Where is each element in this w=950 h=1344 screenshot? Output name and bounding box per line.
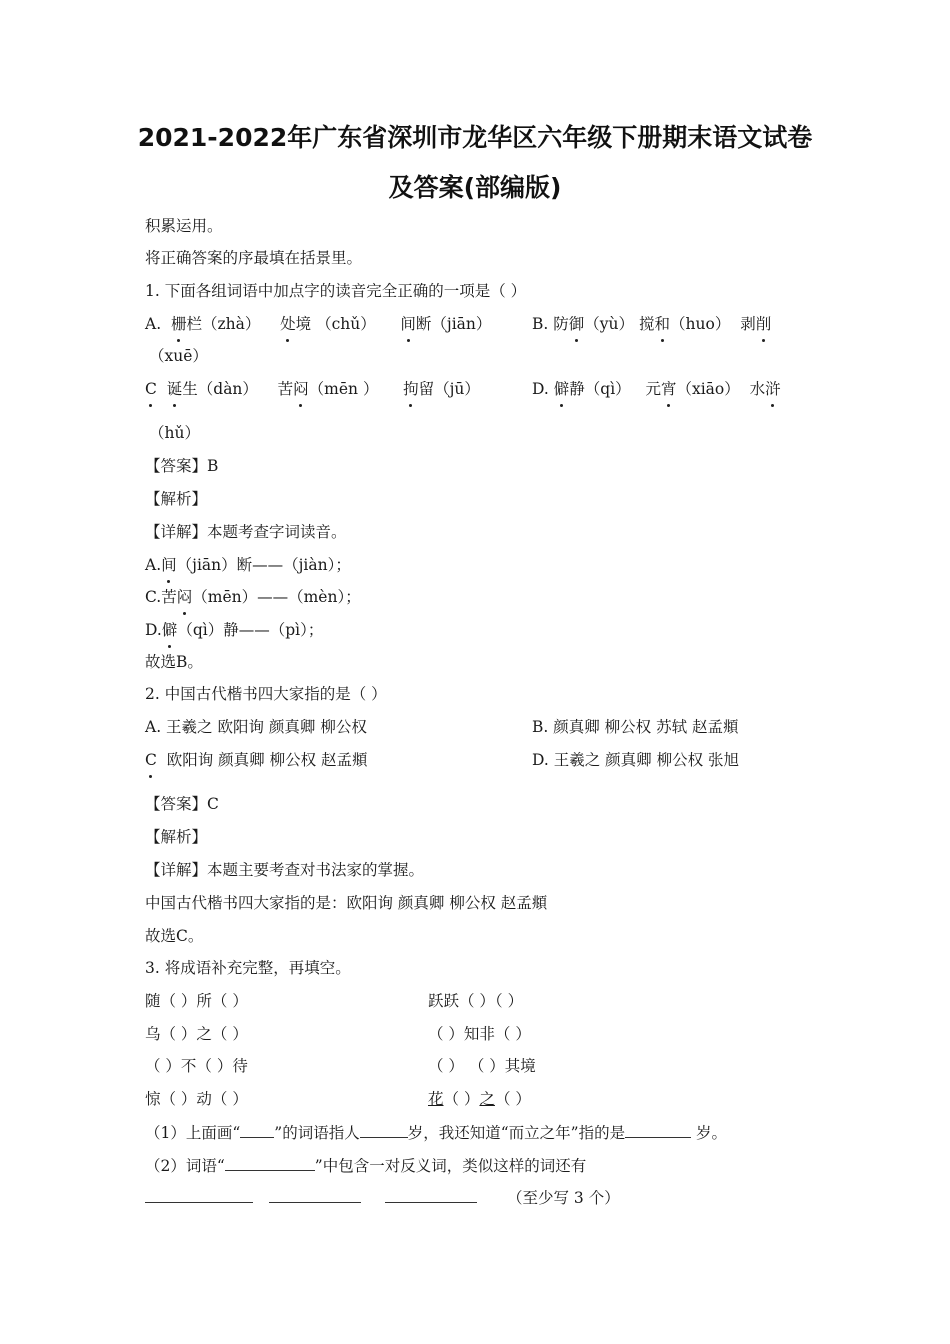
instruction: 将正确答案的序最填在括景里。 [145, 249, 363, 267]
answer-blank[interactable] [269, 1187, 361, 1203]
q1-note: D.僻（qì）静——（pì）； [145, 621, 324, 639]
idiom-blank[interactable]: （ ） （ ）其境 [428, 1057, 536, 1075]
q2-analysis: 【解析】 [145, 828, 208, 846]
q1-detail: 【详解】本题考查字词读音。 [145, 523, 347, 541]
q1-option-d: D. 僻静（qì） 元宵（xiāo） 水浒 [532, 380, 781, 398]
q2-explanation: 中国古代楷书四大家指的是：欧阳询 颜真卿 柳公权 赵孟頫 [145, 894, 548, 912]
section-heading: 积累运用。 [145, 217, 223, 235]
answer-blank[interactable] [225, 1155, 315, 1171]
answer-blank[interactable] [360, 1122, 408, 1138]
q3-subquestion-1: （1）上面画“ ”的词语指人 岁，我还知道“而立之年”指的是 岁。 [145, 1124, 728, 1142]
q1-option-b: B. 防御（yù） 搅和（huo） 剥削 [532, 315, 772, 333]
q1-note: A.间（jiān）断——（jiàn）； [145, 556, 351, 574]
q2-option-c: C 欧阳询 颜真卿 柳公权 赵孟頫 [145, 751, 368, 769]
q1-conclusion: 故选B。 [145, 653, 203, 671]
question-3-stem: 3. 将成语补充完整，再填空。 [145, 959, 351, 977]
q2-option-d: D. 王羲之 颜真卿 柳公权 张旭 [532, 751, 740, 769]
answer-blank[interactable] [240, 1122, 274, 1138]
question-1-stem: 1. 下面各组词语中加点字的读音完全正确的一项是（ ） [145, 282, 527, 300]
q1-option-b-continued: （xuē） [149, 347, 208, 365]
answer-blank[interactable] [145, 1187, 253, 1203]
document-subtitle: 及答案(部编版) [388, 173, 562, 202]
idiom-blank[interactable]: 跃跃（ ）（ ） [428, 992, 524, 1010]
answer-blank[interactable] [385, 1187, 477, 1203]
idiom-blank[interactable]: （ ）不（ ）待 [145, 1057, 248, 1075]
q3-subquestion-2: （2）词语“ ”中包含一对反义词，类似这样的词还有 [145, 1157, 587, 1175]
q1-option-a: A. 栅栏（zhà） 处境 （chǔ） 间断（jiān） [145, 315, 492, 333]
q2-conclusion: 故选C。 [145, 927, 204, 945]
q3-subquestion-2-blanks: （至少写 3 个） [145, 1187, 620, 1208]
q2-detail: 【详解】本题主要考查对书法家的掌握。 [145, 861, 425, 879]
q2-answer: 【答案】C [145, 795, 219, 813]
answer-blank[interactable] [625, 1122, 691, 1138]
idiom-blank[interactable]: 惊（ ）动（ ） [145, 1090, 248, 1108]
idiom-blank[interactable]: 随（ ）所（ ） [145, 992, 248, 1010]
document-title: 2021-2022年广东省深圳市龙华区六年级下册期末语文试卷 [137, 123, 813, 152]
q2-option-a: A. 王羲之 欧阳询 颜真卿 柳公权 [145, 718, 367, 736]
q1-option-c: C 诞生（dàn） 苦闷（mēn ） 拘留（jū） [145, 380, 480, 398]
idiom-blank-underlined[interactable]: 花（ ）之（ ） [428, 1090, 531, 1108]
idiom-blank[interactable]: 乌（ ）之（ ） [145, 1025, 248, 1043]
q2-option-b: B. 颜真卿 柳公权 苏轼 赵孟頫 [532, 718, 739, 736]
q1-note: C.苦闷（mēn）——（mèn）； [145, 588, 361, 606]
q1-option-d-continued: （hǔ） [149, 424, 200, 442]
idiom-blank[interactable]: （ ）知非（ ） [428, 1025, 531, 1043]
q1-answer: 【答案】B [145, 457, 219, 475]
q1-analysis: 【解析】 [145, 490, 208, 508]
question-2-stem: 2. 中国古代楷书四大家指的是（ ） [145, 685, 387, 703]
